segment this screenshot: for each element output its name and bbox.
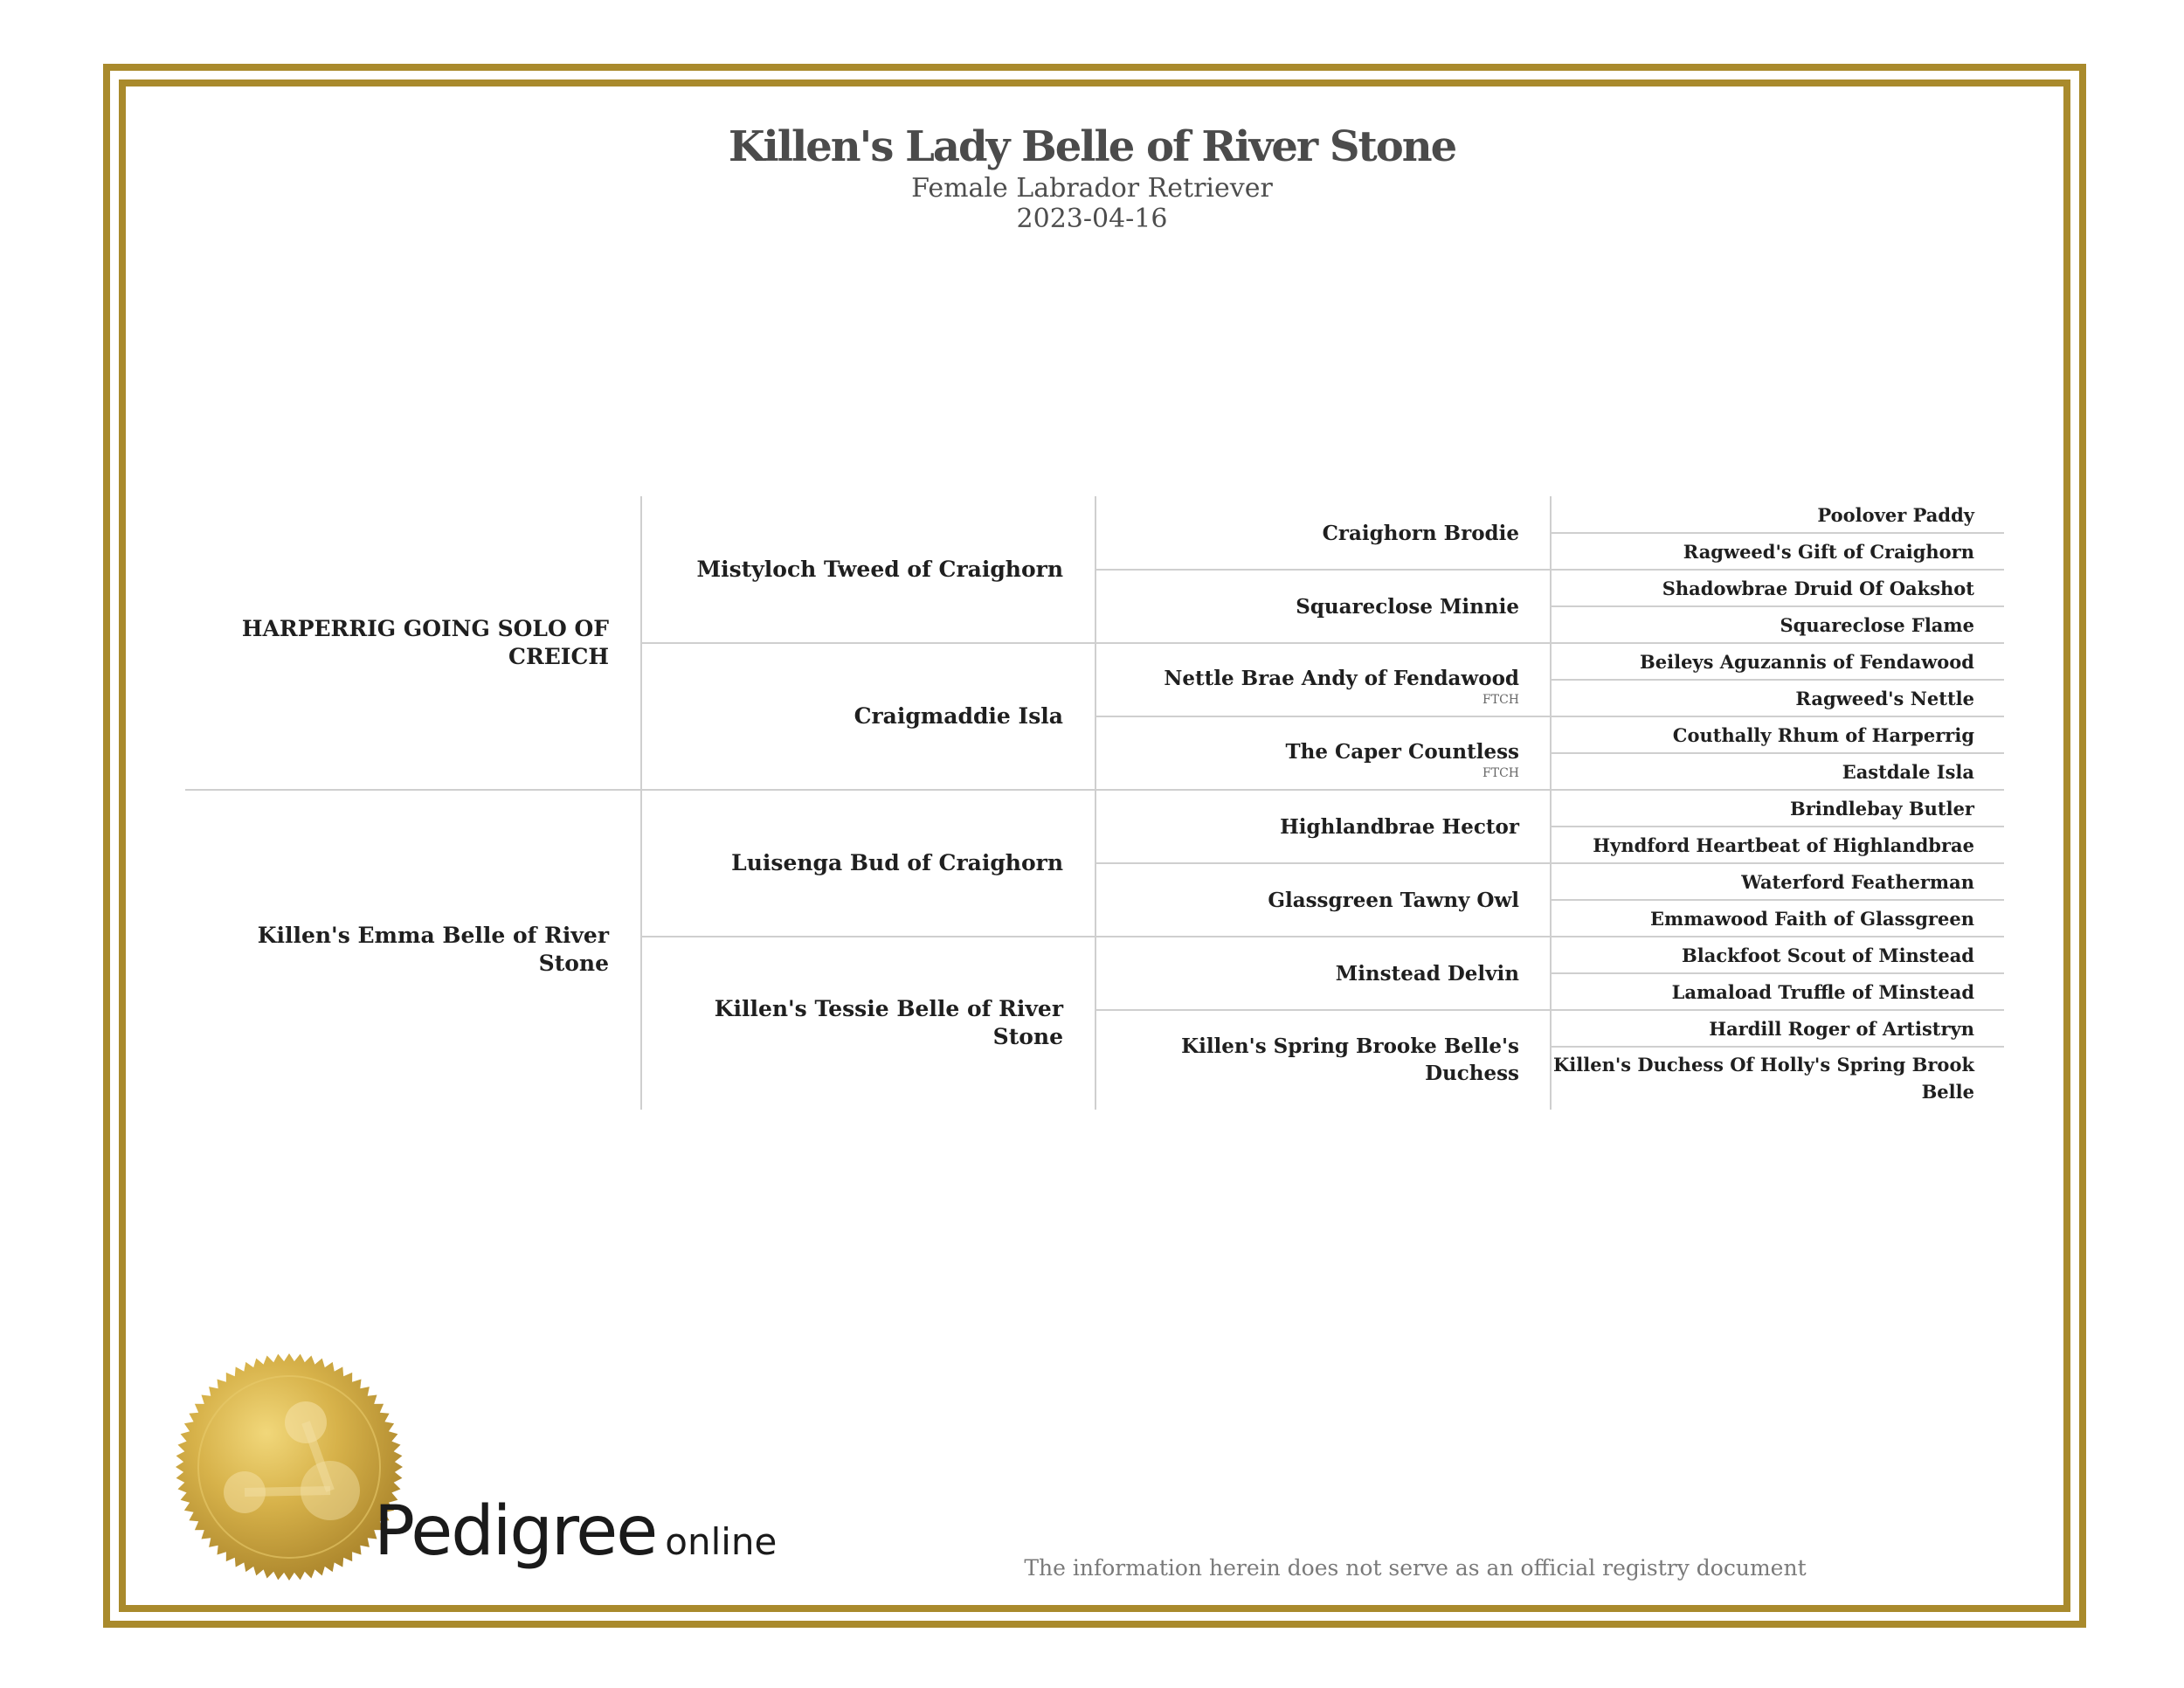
gold-seal-icon [175,1352,404,1581]
dam-cell [185,790,609,1110]
ancestor-cell [1552,790,1974,827]
disclaimer-text: The information herein does not serve as an official registry document [1024,1555,1807,1581]
grandparent-cell [642,790,1063,937]
logo-main-text: Pedigree [374,1492,657,1571]
ancestor-name: Shadowbrae Druid Of Oakshot [1662,577,1974,599]
logo-sub-text: online [665,1520,778,1563]
title-badge: FTCH [1482,765,1519,780]
breed-subtitle: Female Labrador Retriever [911,173,1273,204]
birth-date: 2023-04-16 [1016,204,1168,234]
ancestor-cell [1552,937,1974,973]
great-grandparent-cell [1096,570,1519,643]
great-grandparent-cell [1096,1010,1519,1110]
ancestor-name: Lamaload Truffle of Minstead [1671,980,1974,1003]
great-grandparent-cell [1096,863,1519,937]
ancestor-name: Hyndford Heartbeat of Highlandbrae [1593,834,1974,856]
ancestor-name: Couthally Rhum of Harperrig [1672,723,1974,746]
great-grandparent-name: Glassgreen Tawny Owl [1268,888,1519,912]
ancestor-cell [1552,900,1974,937]
title-badge: FTCH [1482,692,1519,707]
great-grandparent-name: The Caper Countless [1285,739,1519,764]
ancestor-cell [1552,533,1974,570]
ancestor-cell [1552,680,1974,716]
grandparent-name: Luisenga Bud of Craighorn [731,850,1063,875]
great-grandparent-name: Killen's Spring Brooke Belle's Duchess [1181,1034,1519,1085]
ancestor-name: Killen's Duchess Of Holly's Spring Brook Belle [1553,1054,1974,1103]
ancestor-cell [1552,827,1974,863]
ancestor-name: Ragweed's Gift of Craighorn [1683,540,1974,563]
great-grandparent-name: Highlandbrae Hector [1280,814,1519,839]
grandparent-cell [642,937,1063,1110]
great-grandparent-cell [1096,643,1519,716]
ancestor-name: Eastdale Isla [1842,760,1974,783]
grandparent-cell [642,496,1063,643]
ancestor-name: Emmawood Faith of Glassgreen [1649,907,1974,930]
sire-cell [185,496,609,790]
great-grandparent-name: Squareclose Minnie [1296,594,1519,619]
great-grandparent-cell [1096,496,1519,570]
ancestor-name: Brindlebay Butler [1789,797,1974,820]
grandparent-name: Mistyloch Tweed of Craighorn [696,557,1063,582]
great-grandparent-cell [1096,790,1519,863]
ancestor-cell [1552,496,1974,533]
dog-name-title: Killen's Lady Belle of River Stone [728,122,1456,171]
grandparent-cell [642,643,1063,790]
ancestor-name: Ragweed's Nettle [1795,687,1974,709]
ancestor-cell [1552,973,1974,1010]
grandparent-name: Killen's Tessie Belle of River Stone [714,996,1063,1049]
ancestor-cell [1552,643,1974,680]
ancestor-name: Hardill Roger of Artistryn [1709,1017,1974,1040]
great-grandparent-name: Minstead Delvin [1335,961,1519,986]
great-grandparent-cell [1096,716,1519,790]
ancestor-cell [1552,863,1974,900]
ancestor-name: Waterford Featherman [1741,870,1974,893]
ancestor-cell [1552,1047,1974,1110]
dam-name: Killen's Emma Belle of River Stone [257,923,609,976]
ancestor-cell [1552,606,1974,643]
grandparent-name: Craigmaddie Isla [854,703,1063,729]
ancestor-cell [1552,1010,1974,1047]
great-grandparent-name: Nettle Brae Andy of Fendawood [1164,666,1519,690]
ancestor-name: Blackfoot Scout of Minstead [1682,944,1974,966]
ancestor-cell [1552,570,1974,606]
ancestor-name: Beileys Aguzannis of Fendawood [1640,650,1974,673]
ancestor-name: Squareclose Flame [1780,613,1974,636]
ancestor-cell [1552,753,1974,790]
sire-name: HARPERRIG GOING SOLO OF CREICH [241,616,609,669]
ancestor-name: Poolover Paddy [1817,503,1974,526]
great-grandparent-name: Craighorn Brodie [1322,521,1519,545]
ancestor-cell [1552,716,1974,753]
great-grandparent-cell [1096,937,1519,1010]
pedigree-online-logo [374,1492,777,1571]
